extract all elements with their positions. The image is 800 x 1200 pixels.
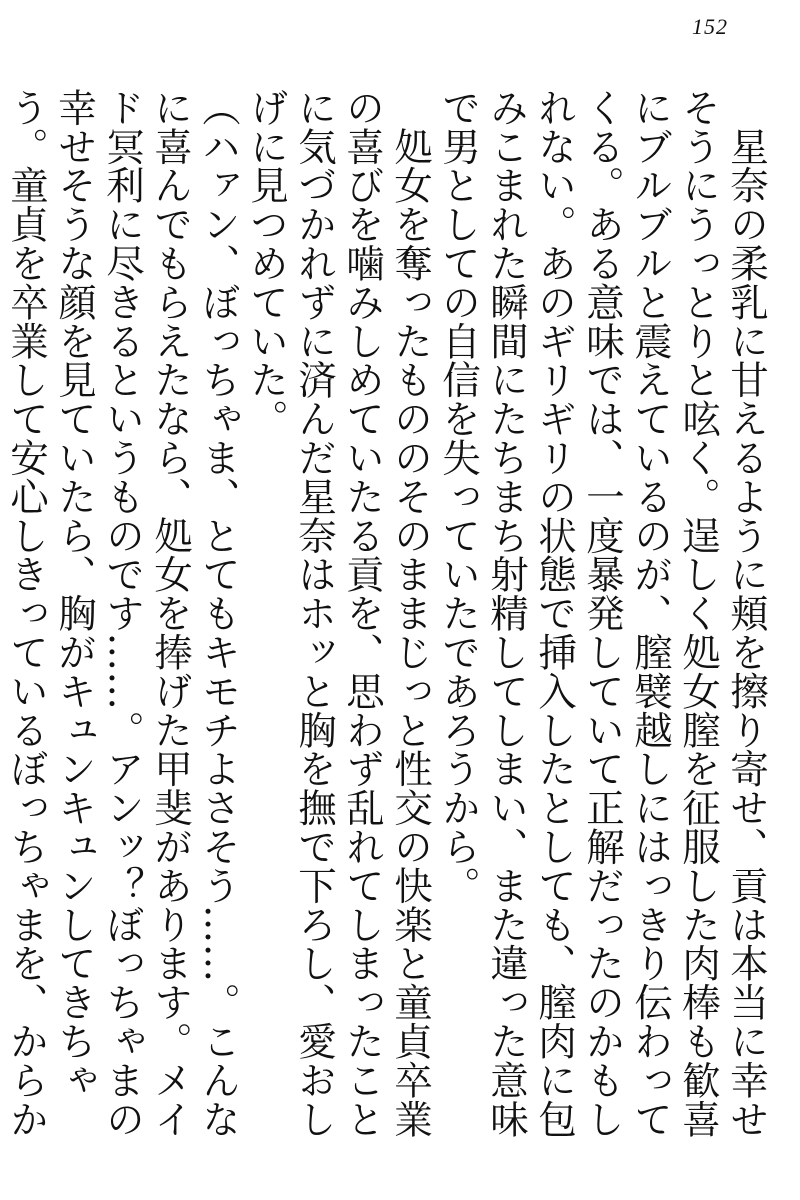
vertical-text-body: [4, 88, 770, 1168]
paragraph: 星奈の柔乳に甘えるように頬を擦り寄せ、貢は本当に幸せそうにうっとりと呟く。逞しく処女膣を征服した肉棒も歓喜にブルブルと震えているのが、膣襞越しにはっきり伝わってくる。ある意味では、一度暴発していて正解だったのかもしれない。あのギリギリの状態で挿入したとしても、膣肉に包みこまれた瞬間にたちまち射精してしまい、また違った意味で男としての自信を失っていたであろうから。: [436, 88, 769, 1139]
page-number: 152: [692, 14, 728, 39]
paragraph: 処女を奪ったもののそのままじっと性交の快楽と童貞卒業の喜びを噛みしめていたる貢を、思わず乱れてしまったことに気づかれずに済んだ星奈はホッと胸を撫で下ろし、愛おしげに見つめていた。: [244, 88, 433, 1139]
paragraph: （ハァン、ぼっちゃま、とてもキモチよさそう……。こんなに喜んでもらえたなら、処女を捧げた甲斐があります。メイド冥利に尽きるというものです……。アンッ？ぼっちゃまの幸せそうな顔を見ていたら、胸がキュンキュンしてきちゃう。童貞を卒業して安心しきっているぼっちゃまを、からか: [4, 88, 241, 1139]
